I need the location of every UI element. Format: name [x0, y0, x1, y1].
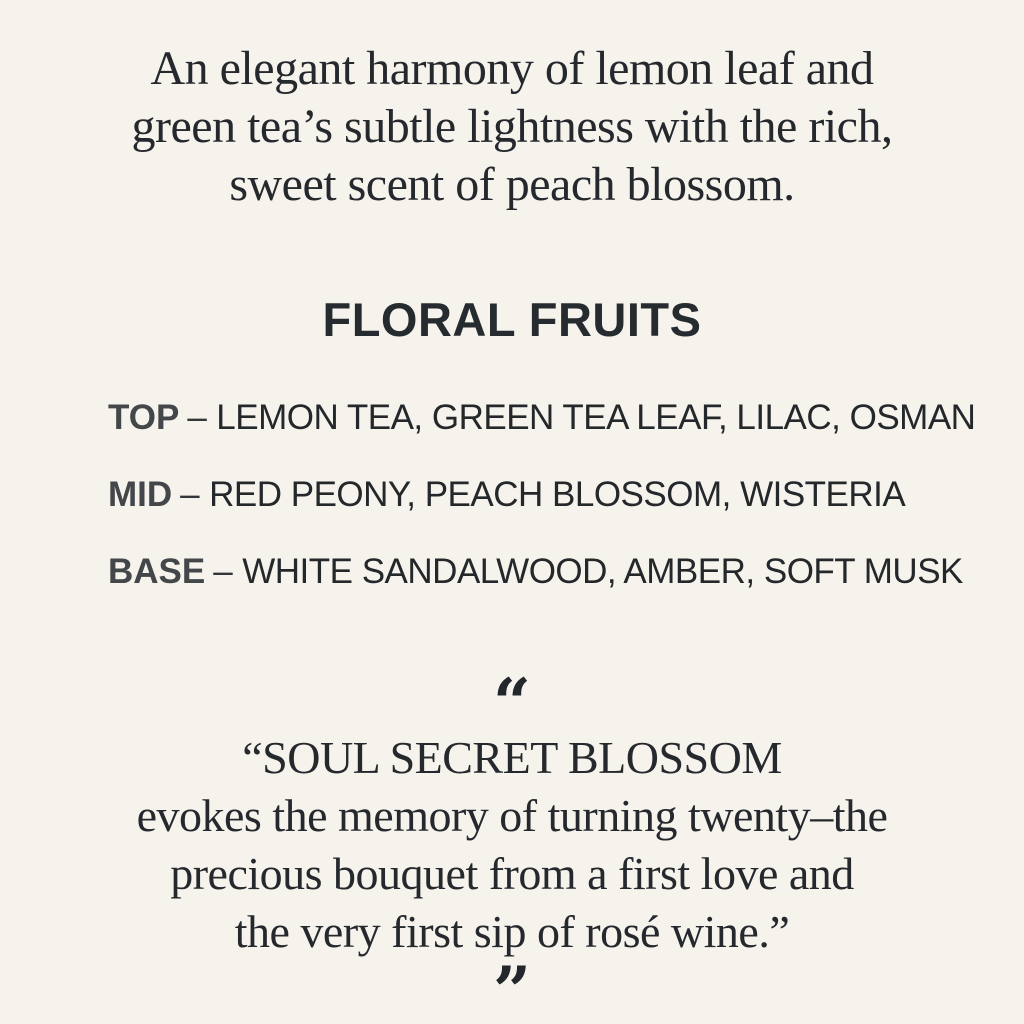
note-value-base: WHITE SANDALWOOD, AMBER, SOFT MUSK [242, 552, 963, 591]
intro-line-1: An elegant harmony of lemon leaf and [150, 42, 874, 95]
opening-quote-mark-icon: “ [493, 664, 531, 742]
note-row-top [108, 396, 984, 440]
note-separator: – [187, 398, 207, 437]
note-label-mid: MID [108, 475, 173, 514]
quote-line-1: “SOUL SECRET BLOSSOM [242, 732, 782, 783]
fragrance-notes-list [0, 396, 1024, 627]
quote-line-2: evokes the memory of turning twenty–the [136, 790, 888, 841]
note-row-mid [108, 473, 984, 517]
quote-line-4: the very first sip of rosé wine.” [234, 906, 790, 957]
intro-line-2: green tea’s subtle lightness with the rich, [131, 100, 893, 153]
note-value-mid: RED PEONY, PEACH BLOSSOM, WISTERIA [209, 475, 906, 514]
note-row-base [108, 550, 984, 594]
closing-quote-mark-icon: ” [493, 952, 531, 1024]
note-separator: – [213, 552, 233, 591]
note-label-base: BASE [108, 552, 206, 591]
intro-paragraph [0, 40, 1024, 214]
quote-line-3: precious bouquet from a first love and [170, 848, 854, 899]
note-label-top: TOP [108, 398, 180, 437]
note-separator: – [180, 475, 200, 514]
brand-quote [0, 729, 1024, 961]
intro-line-3: sweet scent of peach blossom. [229, 158, 795, 211]
fragrance-family-heading: FLORAL FRUITS [322, 293, 702, 346]
note-value-top: LEMON TEA, GREEN TEA LEAF, LILAC, OSMAN [216, 398, 976, 437]
